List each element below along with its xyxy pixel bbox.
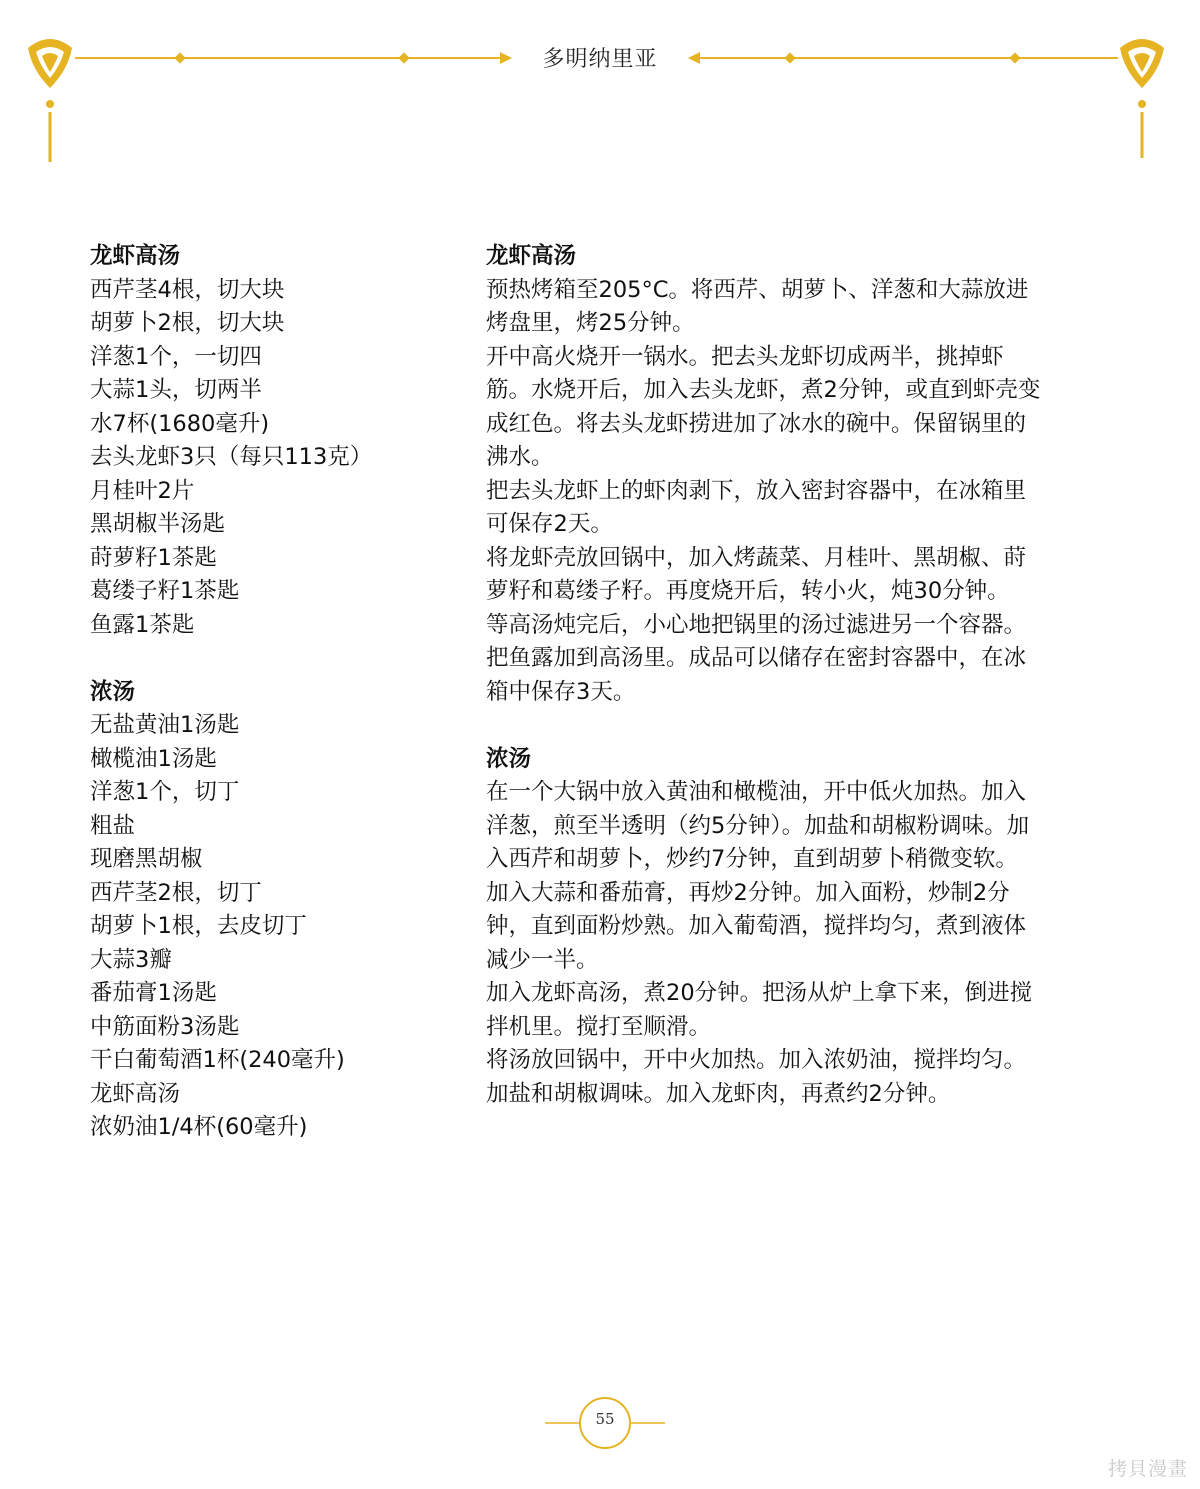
ingredient-line: 葛缕子籽1茶匙 (90, 578, 240, 604)
instruction-line: 加盐和胡椒调味。加入龙虾肉，再煮约2分钟。 (486, 1080, 951, 1107)
header-ornament (0, 0, 1200, 180)
section-title: 浓汤 (90, 678, 136, 705)
section-title: 浓汤 (486, 745, 532, 772)
ingredient-line: 现磨黑胡椒 (90, 846, 203, 872)
instruction-line: 箱中保存3天。 (486, 678, 636, 705)
ingredient-line: 龙虾高汤 (90, 1080, 181, 1107)
instruction-line: 烤盘里，烤25分钟。 (486, 310, 695, 336)
instruction-line: 预热烤箱至205°C。将西芹、胡萝卜、洋葱和大蒜放进 (486, 276, 1029, 303)
instruction-line: 入西芹和胡萝卜，炒约7分钟，直到胡萝卜稍微变软。 (486, 846, 1018, 872)
ingredients-column (90, 240, 450, 1145)
ingredient-line: 橄榄油1汤匙 (90, 745, 217, 772)
page-number: 55 (595, 1410, 615, 1428)
ingredient-line: 月桂叶2片 (90, 477, 195, 504)
watermark-text: 拷貝漫畫 (1107, 1458, 1188, 1480)
instruction-line: 萝籽和葛缕子籽。再度烧开后，转小火，炖30分钟。 (486, 578, 1010, 604)
ingredient-line: 浓奶油1/4杯(60毫升) (90, 1114, 308, 1140)
instruction-line: 减少一半。 (486, 946, 599, 973)
ingredient-line: 干白葡萄酒1杯(240毫升) (90, 1047, 345, 1073)
ingredient-line: 大蒜3瓣 (90, 946, 172, 973)
instruction-line: 加入大蒜和番茄膏，再炒2分钟。加入面粉，炒制2分 (486, 879, 1010, 906)
instruction-line: 钟，直到面粉炒熟。加入葡萄酒，搅拌均匀，煮到液体 (486, 913, 1027, 939)
ingredient-line: 莳萝籽1茶匙 (90, 544, 217, 571)
ingredient-line: 大蒜1头，切两半 (90, 377, 262, 403)
instruction-line: 将龙虾壳放回锅中，加入烤蔬菜、月桂叶、黑胡椒、莳 (486, 544, 1027, 571)
instruction-line: 加入龙虾高汤，煮20分钟。把汤从炉上拿下来，倒进搅 (486, 980, 1033, 1006)
instruction-line: 开中高火烧开一锅水。把去头龙虾切成两半，挑掉虾 (486, 343, 1004, 370)
ingredient-line: 番茄膏1汤匙 (90, 980, 217, 1006)
ingredient-line: 洋葱1个，一切四 (90, 343, 262, 370)
instruction-line: 洋葱，煎至半透明（约5分钟）。加盐和胡椒粉调味。加 (486, 812, 1030, 839)
instruction-line: 沸水。 (486, 444, 554, 470)
instruction-line: 把鱼露加到高汤里。成品可以储存在密封容器中，在冰 (486, 645, 1027, 671)
instruction-line: 将汤放回锅中，开中火加热。加入浓奶油，搅拌均匀。 (486, 1047, 1027, 1073)
instruction-line: 在一个大锅中放入黄油和橄榄油，开中低火加热。加入 (486, 779, 1027, 805)
ingredient-line: 无盐黄油1汤匙 (90, 712, 240, 738)
ingredient-line: 西芹茎2根，切丁 (90, 879, 262, 906)
page-header-title: 多明纳里亚 (542, 47, 658, 72)
ingredient-line: 胡萝卜1根，去皮切丁 (90, 913, 307, 939)
ingredients-section-soup (90, 676, 450, 1145)
ingredient-line: 中筋面粉3汤匙 (90, 1013, 240, 1040)
instruction-line: 筋。水烧开后，加入去头龙虾，煮2分钟，或直到虾壳变 (486, 377, 1041, 403)
instructions-section-stock (486, 240, 1106, 709)
section-title: 龙虾高汤 (90, 243, 181, 269)
ingredient-line: 鱼露1茶匙 (90, 611, 195, 638)
ingredient-line: 西芹茎4根，切大块 (90, 276, 285, 303)
ingredient-line: 洋葱1个，切丁 (90, 779, 240, 805)
instruction-line: 拌机里。搅打至顺滑。 (486, 1013, 712, 1040)
ingredient-line: 胡萝卜2根，切大块 (90, 310, 285, 336)
instruction-line: 成红色。将去头龙虾捞进加了冰水的碗中。保留锅里的 (486, 410, 1027, 437)
section-gap (486, 709, 1106, 743)
ingredient-line: 粗盐 (90, 812, 136, 839)
ingredient-line: 去头龙虾3只（每只113克） (90, 444, 373, 470)
ingredient-line: 水7杯(1680毫升) (90, 410, 270, 437)
instructions-column (486, 240, 1106, 1111)
ingredients-section-stock (90, 240, 450, 642)
instruction-line: 等高汤炖完后，小心地把锅里的汤过滤进另一个容器。 (486, 611, 1027, 638)
instructions-section-soup (486, 743, 1106, 1112)
section-title: 龙虾高汤 (486, 243, 577, 269)
instruction-line: 把去头龙虾上的虾肉剥下，放入密封容器中，在冰箱里 (486, 477, 1027, 504)
instruction-line: 可保存2天。 (486, 511, 613, 537)
section-gap (90, 642, 450, 676)
ingredient-line: 黑胡椒半汤匙 (90, 511, 226, 537)
